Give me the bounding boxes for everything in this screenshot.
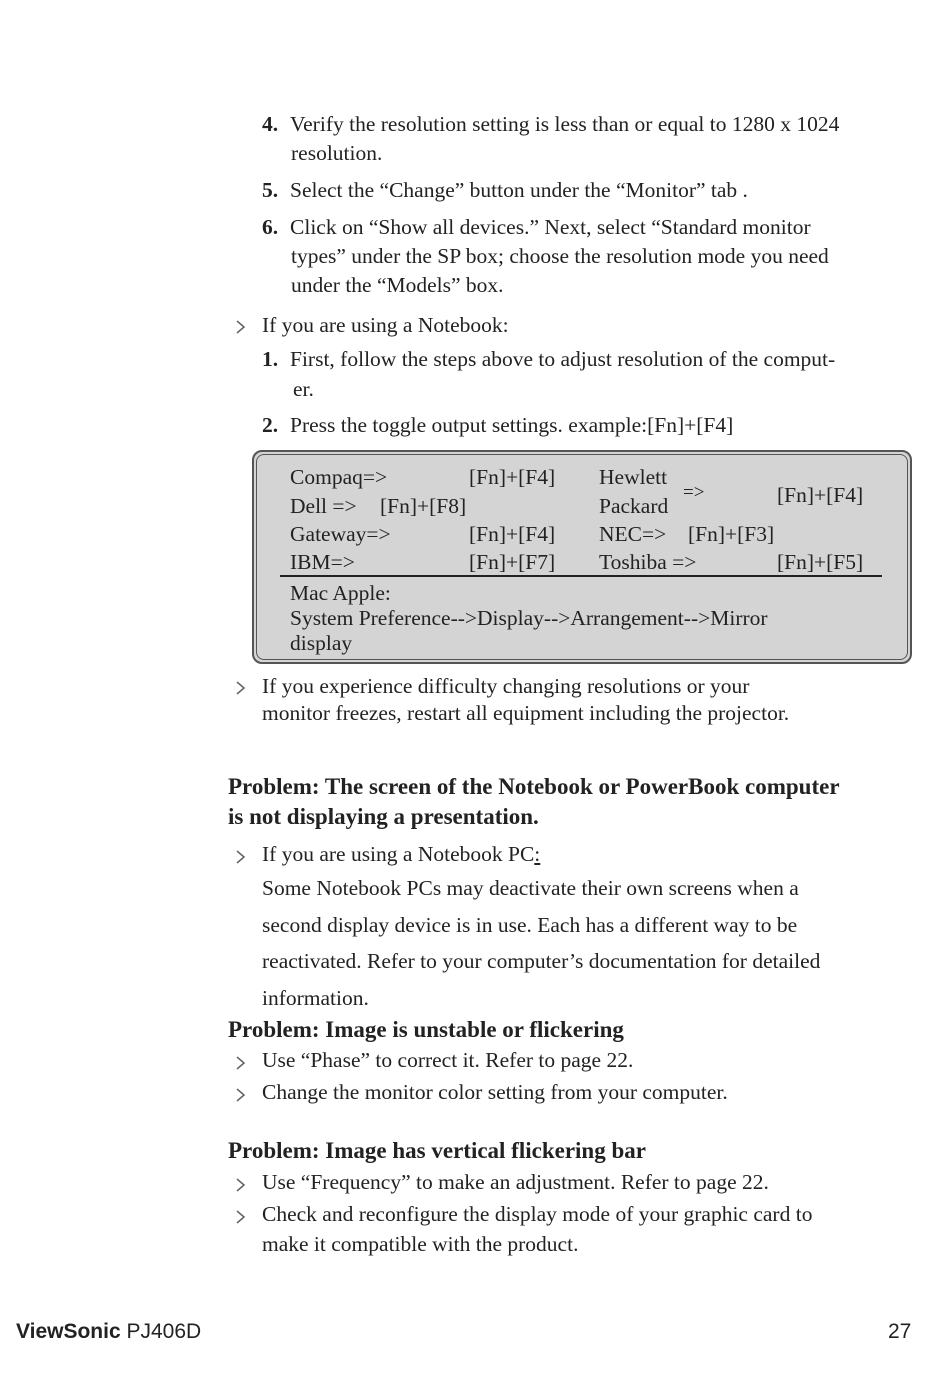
- table-divider: [280, 575, 882, 577]
- step-6-cont-1: types” under the SP box; choose the resolution mode you need: [291, 244, 829, 268]
- keys-toshiba: [Fn]+[F5]: [777, 550, 864, 574]
- problem1-bullet: If you are using a Notebook PC:: [262, 842, 541, 866]
- mac-line2: display: [290, 631, 353, 655]
- keys-compaq: [Fn]+[F4]: [469, 465, 556, 489]
- keys-dell: [Fn]+[F8]: [380, 494, 467, 518]
- keys-ibm: [Fn]+[F7]: [469, 550, 556, 574]
- step-1: 1. First, follow the steps above to adjust resolution of the comput-: [262, 347, 836, 371]
- step-1-cont: er.: [293, 377, 314, 401]
- problem3-bullet-2-line2: make it compatible with the product.: [262, 1232, 579, 1256]
- bullet-arrow-icon: [236, 1178, 246, 1192]
- brand-hp-line1: Hewlett: [599, 465, 668, 489]
- bullet-arrow-icon: [236, 681, 246, 695]
- notebook-bullet: If you are using a Notebook:: [262, 313, 509, 337]
- mac-title: Mac Apple:: [290, 581, 391, 605]
- problem1-para-4: information.: [262, 986, 369, 1010]
- bullet-arrow-icon: [236, 320, 246, 334]
- problem3-bullet-2-line1: Check and reconfigure the display mode of your graphic card to: [262, 1202, 813, 1226]
- footer-model: PJ406D: [126, 1320, 202, 1343]
- footer-product: [16, 1320, 201, 1344]
- keys-nec: [Fn]+[F3]: [688, 522, 775, 546]
- brand-toshiba: Toshiba =>: [599, 550, 697, 574]
- bullet-arrow-icon: [236, 1210, 246, 1224]
- problem1-heading-1: Problem: The screen of the Notebook or PowerBook computer: [228, 774, 840, 799]
- step-4-cont: resolution.: [291, 141, 383, 165]
- step-2: 2. Press the toggle output settings. example:[Fn]+[F4]: [262, 413, 734, 437]
- problem3-heading: Problem: Image has vertical flickering bar: [228, 1138, 646, 1163]
- brand-hp-line2: Packard: [599, 494, 669, 518]
- problem2-bullet-2: Change the monitor color setting from your computer.: [262, 1080, 728, 1104]
- problem2-bullet-1: Use “Phase” to correct it. Refer to page 22.: [262, 1048, 634, 1072]
- problem1-para-2: second display device is in use. Each has a different way to be: [262, 913, 798, 937]
- problem3-bullet-1: Use “Frequency” to make an adjustment. Refer to page 22.: [262, 1170, 769, 1194]
- brand-compaq: Compaq=>: [290, 465, 388, 489]
- keys-hp: [Fn]+[F4]: [777, 483, 864, 507]
- bullet-arrow-icon: [236, 850, 246, 864]
- freeze-line-1: If you experience difficulty changing resolutions or your: [262, 674, 750, 698]
- bullet-arrow-icon: [236, 1056, 246, 1070]
- problem1-para-3: reactivated. Refer to your computer’s documentation for detailed: [262, 949, 821, 973]
- step-6-cont-2: under the “Models” box.: [291, 273, 504, 297]
- brand-ibm: IBM=>: [290, 550, 355, 574]
- page-number: 27: [888, 1320, 912, 1343]
- bullet-arrow-icon: [236, 1088, 246, 1102]
- step-4: 4. Verify the resolution setting is less than or equal to 1280 x 1024: [262, 112, 840, 136]
- footer-brand: ViewSonic: [16, 1320, 121, 1343]
- step-6: 6. Click on “Show all devices.” Next, select “Standard monitor: [262, 215, 811, 239]
- brand-nec: NEC=>: [599, 522, 667, 546]
- problem1-para-1: Some Notebook PCs may deactivate their own screens when a: [262, 876, 799, 900]
- step-5: 5. Select the “Change” button under the “Monitor” tab .: [262, 178, 748, 202]
- hp-arrow: =>: [683, 482, 705, 503]
- mac-line1: System Preference-->Display-->Arrangement-->Mirror: [290, 606, 768, 630]
- problem1-heading-2: is not displaying a presentation.: [228, 804, 539, 829]
- keys-gateway: [Fn]+[F4]: [469, 522, 556, 546]
- brand-dell: Dell =>: [290, 494, 357, 518]
- brand-gateway: Gateway=>: [290, 522, 391, 546]
- freeze-line-2: monitor freezes, restart all equipment including the projector.: [262, 701, 790, 725]
- problem2-heading: Problem: Image is unstable or flickering: [228, 1017, 624, 1042]
